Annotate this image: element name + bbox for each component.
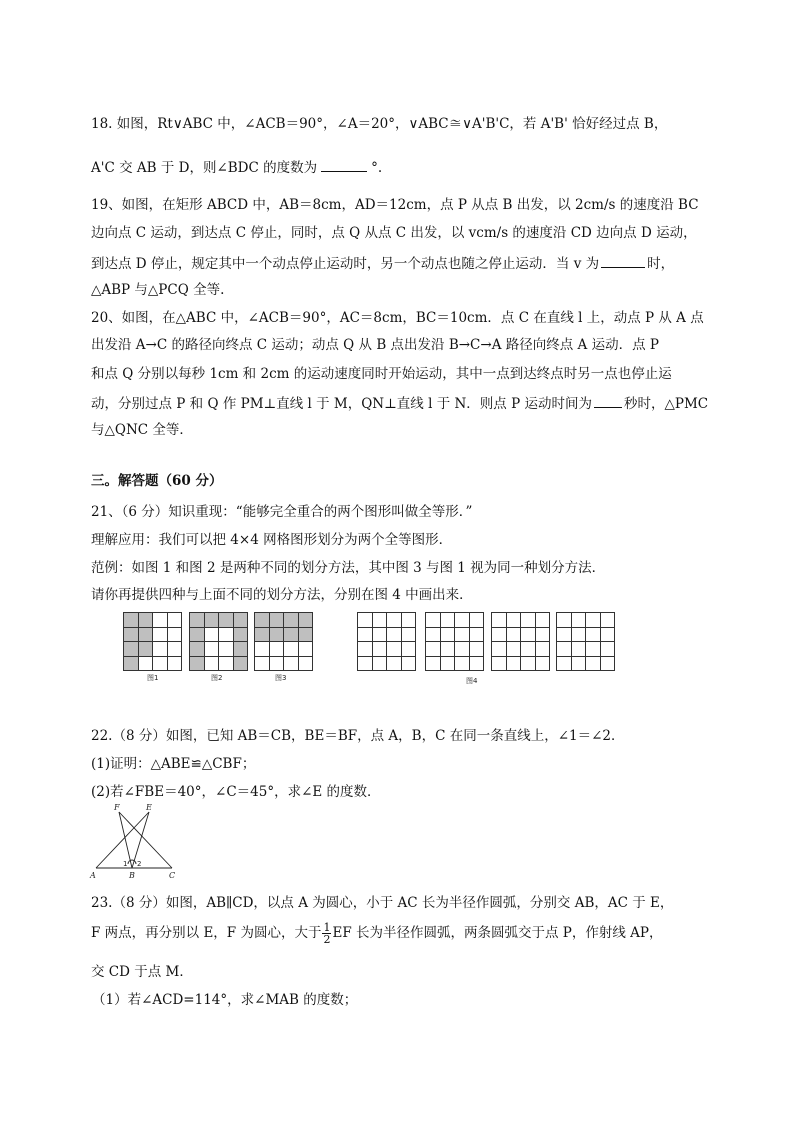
q20-line-4-text: 动，分别过点 P 和 Q 作 PM⊥直线 l 于 M，QN⊥直线 l 于 N．则点 P 运动时间为 [91,396,592,412]
grid-cell[interactable] [571,656,587,672]
q19-line-3-text: 到达点 D 停止，规定其中一个动点停止运动时，另一个动点也随之停止运动．当 v 为 [91,256,600,272]
q18-line-1: 18. 如图，Rt∨ABC 中，∠ACB＝90°，∠A＝20°，∨ABC≅∨A'B'C，若 A'B' 恰好经过点 B， [91,116,668,132]
grid-cell[interactable] [386,656,402,672]
grid-cell[interactable] [469,656,485,672]
grid-cell [233,612,249,628]
grid-cell[interactable] [506,627,522,643]
grid-cell[interactable] [491,627,507,643]
grid-cell[interactable] [357,641,373,657]
q18-line-2-text: A'C 交 AB 于 D，则∠BDC 的度数为 [91,160,318,176]
grid-cell [269,656,285,672]
grid-cell[interactable] [425,656,441,672]
grid-cell[interactable] [372,656,388,672]
q22-line-2: (1)证明：△ABE≌△CBF； [91,756,256,772]
grid-cell[interactable] [520,641,536,657]
grid-cell[interactable] [571,627,587,643]
grid-cell [204,656,220,672]
q19-line-4: △ABP 与△PCQ 全等. [91,282,225,298]
label-b: B [129,871,135,880]
q23-line-1: 23.（8 分）如图，AB∥CD，以点 A 为圆心，小于 AC 长为半径作圆弧，分别交 AB，AC 于 E， [91,895,674,911]
grid-cell[interactable] [401,656,417,672]
grid-cell[interactable] [425,641,441,657]
grid-cell [218,627,234,643]
q20-line-1: 20、如图，在△ABC 中，∠ACB＝90°，AC＝8cm，BC＝10cm．点 C 在直线 l 上，动点 P 从 A 点 [91,310,704,326]
q21-figures [123,612,623,684]
grid-cell[interactable] [506,641,522,657]
grid-cell [233,641,249,657]
grid-cell [152,627,168,643]
grid-cell[interactable] [556,656,572,672]
grid-cell [254,641,270,657]
grid-cell[interactable] [585,627,601,643]
grid-cell[interactable] [440,612,456,628]
figure-3-caption: 图3 [275,674,287,682]
grid-cell[interactable] [491,656,507,672]
label-angle-1: 1 [123,860,128,868]
grid-cell[interactable] [571,612,587,628]
grid-cell[interactable] [386,627,402,643]
grid-cell[interactable] [425,612,441,628]
q20-line-2: 出发沿 A→C 的路径向终点 C 运动；动点 Q 从 B 点出发沿 B→C→A 路径向终点 A 运动．点 P [91,337,659,353]
grid-cell[interactable] [357,612,373,628]
q21-line-2: 理解应用：我们可以把 4×4 网格图形划分为两个全等图形． [91,532,453,548]
figure-1-caption: 图1 [147,674,159,682]
grid-cell [152,641,168,657]
grid-cell[interactable] [357,627,373,643]
grid-cell[interactable] [357,656,373,672]
grid-cell[interactable] [571,641,587,657]
q19-line-3-tail: 时， [647,256,675,272]
section-3-heading: 三。解答题（60 分） [91,473,223,489]
q21-line-4: 请你再提供四种与上面不同的划分方法，分别在图 4 中画出来． [91,587,473,603]
grid-cell[interactable] [401,641,417,657]
figure-4-grid-a[interactable] [357,612,416,671]
figure-2-grid [189,612,248,671]
fraction-denominator: 2 [323,933,331,946]
q21-line-3: 范例：如图 1 和图 2 是两种不同的划分方法，其中图 3 与图 1 视为同一种划分方法． [91,560,606,576]
grid-cell [123,656,139,672]
grid-cell[interactable] [585,612,601,628]
grid-cell [123,627,139,643]
grid-cell[interactable] [535,612,551,628]
grid-cell[interactable] [469,627,485,643]
grid-cell[interactable] [535,656,551,672]
q23-line-4: （1）若∠ACD=114°，求∠MAB 的度数； [92,992,358,1008]
grid-cell[interactable] [372,612,388,628]
grid-cell [298,641,314,657]
grid-cell [283,656,299,672]
angle-arc [128,860,136,864]
grid-cell [123,641,139,657]
q19-line-3 [91,253,674,273]
one-half-fraction [322,922,331,945]
grid-cell [123,612,139,628]
q23-line-2 [91,920,662,946]
grid-cell [204,627,220,643]
q18-line-2 [91,157,382,177]
grid-cell[interactable] [600,641,616,657]
grid-cell[interactable] [469,641,485,657]
grid-cell [298,627,314,643]
grid-cell [283,612,299,628]
grid-cell [189,627,205,643]
q20-line-3: 和点 Q 分别以每秒 1cm 和 2cm 的运动速度同时开始运动，其中一点到达终点时另一点也停止运 [91,366,672,382]
grid-cell[interactable] [520,656,536,672]
grid-cell[interactable] [520,627,536,643]
q20-answer-blank[interactable] [594,393,622,408]
grid-cell[interactable] [556,627,572,643]
grid-cell[interactable] [386,612,402,628]
grid-cell [269,612,285,628]
grid-cell[interactable] [600,627,616,643]
grid-cell[interactable] [506,656,522,672]
grid-cell[interactable] [440,656,456,672]
label-c: C [169,871,176,880]
grid-cell[interactable] [506,612,522,628]
grid-cell[interactable] [425,627,441,643]
grid-cell [218,612,234,628]
grid-cell [254,627,270,643]
grid-cell [233,656,249,672]
grid-cell[interactable] [440,641,456,657]
q22-triangle-figure [86,800,186,880]
q22-line-3: (2)若∠FBE＝40°，∠C＝45°，求∠E 的度数． [91,784,381,800]
label-angle-2: 2 [137,860,142,868]
grid-cell[interactable] [372,641,388,657]
q23-line-2-text: F 两点，再分别以 E，F 为圆心，大于 [91,925,322,941]
grid-cell[interactable] [454,641,470,657]
grid-cell [189,641,205,657]
grid-cell[interactable] [440,627,456,643]
grid-cell[interactable] [556,641,572,657]
grid-cell [269,641,285,657]
grid-cell [167,612,183,628]
grid-cell[interactable] [454,656,470,672]
grid-cell[interactable] [469,612,485,628]
grid-cell[interactable] [454,627,470,643]
q18-answer-blank[interactable] [321,157,367,172]
grid-cell [167,641,183,657]
grid-cell [218,656,234,672]
grid-cell [138,627,154,643]
grid-cell[interactable] [556,612,572,628]
fraction-numerator: 1 [323,921,331,934]
grid-cell [152,612,168,628]
q23-line-2-tail: EF 长为半径作圆弧，两条圆弧交于点 P，作射线 AP， [332,925,663,941]
figure-2-caption: 图2 [211,674,223,682]
grid-cell [254,656,270,672]
grid-cell [167,627,183,643]
grid-cell [254,612,270,628]
figure-4-grid-b[interactable] [425,612,484,671]
figure-4-caption: 图4 [466,677,478,685]
grid-cell [152,656,168,672]
grid-cell[interactable] [585,656,601,672]
q20-line-4 [91,393,708,413]
grid-cell [138,612,154,628]
label-a: A [90,871,96,880]
grid-cell [218,641,234,657]
q21-line-1: 21、（6 分）知识重现：“能够完全重合的两个图形叫做全等形．” [91,504,473,520]
grid-cell [298,656,314,672]
grid-cell[interactable] [401,612,417,628]
q20-line-4-tail: 秒时，△PMC [623,396,709,412]
figure-4-grid-c[interactable] [491,612,550,671]
grid-cell[interactable] [491,612,507,628]
grid-cell [269,627,285,643]
q19-answer-blank[interactable] [601,253,645,268]
figure-3-grid [254,612,313,671]
grid-cell [233,627,249,643]
q23-line-3: 交 CD 于点 M． [91,964,193,980]
grid-cell [167,656,183,672]
grid-cell [298,612,314,628]
grid-cell[interactable] [372,627,388,643]
grid-cell [204,641,220,657]
grid-cell[interactable] [520,612,536,628]
grid-cell [189,612,205,628]
grid-cell [138,641,154,657]
grid-cell[interactable] [535,627,551,643]
q20-line-5: 与△QNC 全等． [91,422,193,438]
grid-cell[interactable] [454,612,470,628]
figure-1-grid [123,612,182,671]
q18-line-2-tail: °. [371,160,383,176]
q19-line-2: 边向点 C 运动，到达点 C 停止，同时，点 Q 从点 C 出发，以 vcm/s 的速度沿 CD 边向点 D 运动， [91,225,697,241]
q19-line-1: 19、如图，在矩形 ABCD 中，AB＝8cm，AD＝12cm，点 P 从点 B 出发，以 2cm/s 的速度沿 BC [91,197,699,213]
grid-cell[interactable] [491,641,507,657]
figure-4-grid-d[interactable] [556,612,615,671]
grid-cell[interactable] [535,641,551,657]
grid-cell[interactable] [600,612,616,628]
grid-cell[interactable] [585,641,601,657]
label-f: F [114,803,120,812]
grid-cell [138,656,154,672]
grid-cell[interactable] [401,627,417,643]
grid-cell [283,641,299,657]
grid-cell[interactable] [600,656,616,672]
grid-cell [189,656,205,672]
grid-cell [204,612,220,628]
label-e: E [146,803,152,812]
grid-cell [283,627,299,643]
grid-cell[interactable] [386,641,402,657]
q22-line-1: 22.（8 分）如图，已知 AB＝CB，BE＝BF，点 A，B，C 在同一条直线上，∠1＝∠2． [91,728,625,744]
